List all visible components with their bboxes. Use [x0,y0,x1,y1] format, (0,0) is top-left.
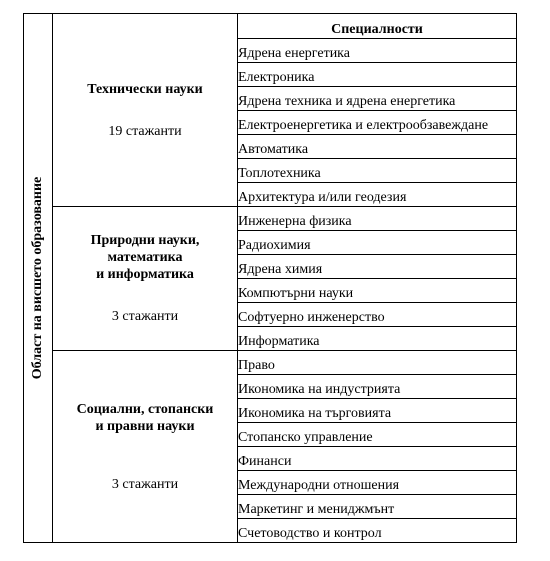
specialty-cell: Международни отношения [238,471,517,495]
group-social-sciences [53,351,238,543]
specialty-cell: Финанси [238,447,517,471]
table-header-row [24,14,517,39]
specialty-cell: Радиохимия [238,231,517,255]
specialties-header: Специалности [238,14,517,39]
specialty-cell: Ядрена химия [238,255,517,279]
specialty-cell: Софтуерно инженерство [238,303,517,327]
specialty-cell: Автоматика [238,135,517,159]
table-row [24,351,517,375]
area-label-cell [24,14,53,543]
specialty-cell: Право [238,351,517,375]
specialty-cell: Ядрена енергетика [238,39,517,63]
group-name: Природни науки, математика и информатика [90,233,200,282]
group-name: Технически науки [87,81,203,97]
specialty-cell: Счетоводство и контрол [238,519,517,543]
group-technical-sciences [53,14,238,207]
specialty-cell: Компютърни науки [238,279,517,303]
group-count: 3 стажанти [111,309,179,324]
specialty-cell: Информатика [238,327,517,351]
area-label: Област на висшето образование [30,176,45,380]
table-row [24,207,517,231]
specialty-cell: Икономика на търговията [238,399,517,423]
specialty-cell: Топлотехника [238,159,517,183]
specialty-cell: Ядрена техника и ядрена енергетика [238,87,517,111]
specialty-cell: Стопанско управление [238,423,517,447]
specialty-cell: Маркетинг и мениджмънт [238,495,517,519]
specialty-cell: Инженерна физика [238,207,517,231]
specialty-cell: Електроника [238,63,517,87]
group-name: Социални, стопански и правни науки [76,401,214,434]
specialty-cell: Архитектура и/или геодезия [238,183,517,207]
group-count: 3 стажанти [111,476,179,492]
group-count: 19 стажанти [108,123,182,139]
group-natural-sciences [53,207,238,351]
specialty-cell: Електроенергетика и електрообзавеждане [238,111,517,135]
specialty-cell: Икономика на индустрията [238,375,517,399]
specialties-table [23,13,517,543]
